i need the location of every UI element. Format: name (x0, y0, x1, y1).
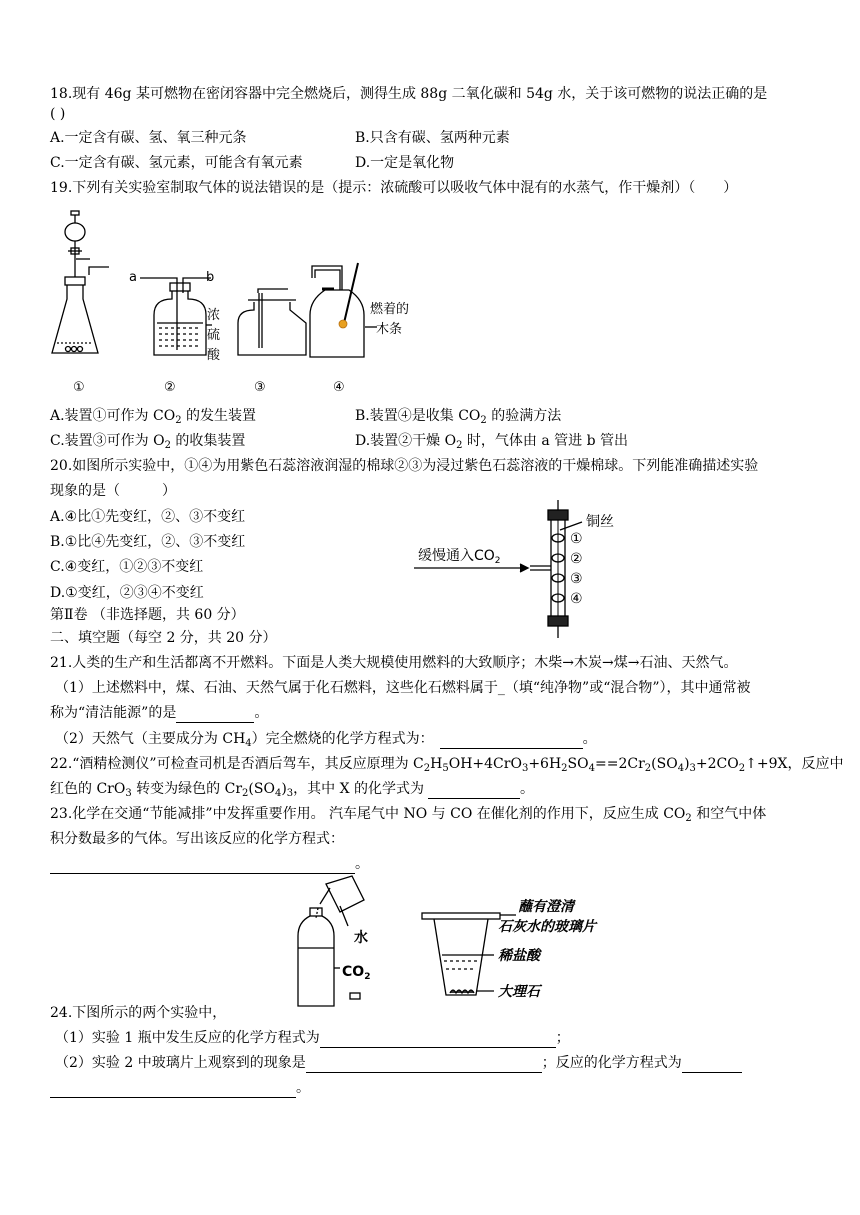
q20-tube-figure (410, 498, 640, 643)
q18-option-d: D.一定是氧化物 (355, 155, 455, 171)
q21-part2: （2）天然气（主要成分为 $CH_4$）完全燃烧的化学方程式为： 。 (55, 731, 597, 749)
q20-stem-line1: 20.如图所示实验中，①④为用紫色石蕊溶液润湿的棉球②③为浸过紫色石蕊溶液的干燥棉球。下列能准确描述实验 (50, 458, 759, 474)
q24-part2-cont: 。 (50, 1078, 310, 1098)
q19-apparatus-figure (40, 205, 460, 400)
q20-option-a: A.④比①先变红，②、③不变红 (50, 509, 246, 525)
q24-answer-blank1[interactable] (320, 1031, 556, 1048)
q24-stem: 24.下图所示的两个实验中， (50, 1005, 227, 1021)
q19-apparatus-4: ④ (333, 380, 345, 395)
q24-glass-label1: 蘸有澄清 (518, 899, 574, 915)
q19-acid-char3: 酸 (207, 348, 221, 363)
q20-option-b: B.①比④先变红，②、③不变红 (50, 534, 246, 550)
q19-stick-label1: 燃着的 (370, 302, 410, 317)
q24-answer-blank2[interactable] (306, 1056, 542, 1073)
q19-option-b: B.装置④是收集 $CO_2$ 的验满方法 (355, 408, 562, 426)
q20-ball-2: ② (570, 551, 583, 567)
q24-acid-label: 稀盐酸 (498, 948, 540, 964)
q20-stem-line2: 现象的是（ ） (50, 483, 176, 499)
q23-line2: 积分数最多的气体。写出该反应的化学方程式： (50, 831, 344, 847)
q19-option-d: D.装置②干燥 $O_2$ 时，气体由 a 管进 b 管出 (355, 433, 629, 451)
q18-option-a: A.一定含有碳、氢、氧三种元条 (50, 130, 247, 146)
q23-answer-blank[interactable] (50, 857, 355, 874)
part2-title: 第Ⅱ卷 （非选择题，共 60 分） (50, 607, 245, 623)
q21-stem: 21.人类的生产和生活都离不开燃料。下面是人类大规模使用燃料的大致顺序；木柴→木炭→煤→石油、天然气。 (50, 655, 738, 671)
q19-apparatus-1: ① (73, 380, 85, 395)
q20-ball-1: ① (570, 531, 583, 547)
q19-option-c: C.装置③可作为 $O_2$ 的收集装置 (50, 433, 246, 451)
q22-answer-blank[interactable] (428, 782, 520, 799)
q19-acid-char1: 浓 (207, 308, 221, 323)
q21-part1-line1: （1）上述燃料中，煤、石油、天然气属于化石燃料，这些化石燃料属于_（填“纯净物”或“混合物”），其中通常被 (55, 680, 751, 696)
q24-glass-label2: 石灰水的玻璃片 (498, 919, 596, 935)
q19-acid-char2: 硫 (207, 328, 221, 343)
q19-stick-label2: 木条 (376, 322, 403, 337)
q22-line2: 红色的 CrO$_3$ 转变为绿色的 $Cr_2(SO_4)_3$，其中 X 的化学式为 。 (50, 781, 535, 799)
q19-option-a: A.装置①可作为 $CO_2$ 的发生装置 (50, 408, 257, 426)
q20-wire-label: 铜丝 (586, 514, 614, 530)
q21-part1-line2: 称为“清洁能源”的是 。 (50, 705, 269, 721)
q19-label-a: a (129, 270, 137, 285)
q24-co2-label: $CO_2$ (342, 964, 371, 982)
q18-paren: ( ) (50, 106, 66, 122)
q24-experiment2-figure (420, 895, 640, 1010)
q18-option-b: B.只含有碳、氢两种元素 (355, 130, 510, 146)
q22-line1: 22.“酒精检测仪”可检查司机是否酒后驾车，其反应原理为 $C_2H_5OH+4CrO_3+6H_2SO_4==2Cr_2(SO_4)_3+2CO_2↑+9X$，反应中 (50, 756, 844, 774)
section2-title: 二、填空题（每空 2 分，共 20 分） (50, 630, 277, 646)
q24-marble-label: 大理石 (498, 984, 540, 1000)
q24-water-label: 水 (354, 930, 368, 946)
q19-apparatus-3: ③ (254, 380, 266, 395)
q18-option-c: C.一定含有碳、氢元素，可能含有氧元素 (50, 155, 303, 171)
q20-option-d: D.①变红，②③④不变红 (50, 585, 204, 601)
q24-answer-blank3-cont[interactable] (50, 1081, 296, 1098)
q24-part2: （2）实验 2 中玻璃片上观察到的现象是 ；反应的化学方程式为 (55, 1053, 742, 1073)
q19-stem: 19.下列有关实验室制取气体的说法错误的是（提示：浓硫酸可以吸收气体中混有的水蒸气，作干燥剂）（ ） (50, 180, 738, 196)
q23-line3: 。 (50, 854, 369, 874)
q24-experiment1-figure (292, 878, 402, 1013)
q18-stem: 18.现有 46g 某可燃物在密闭容器中完全燃烧后，测得生成 88g 二氧化碳和 54g 水，关于该可燃物的说法正确的是 (50, 86, 768, 102)
q21-answer-blank2[interactable] (440, 732, 583, 749)
q20-inlet-label: 缓慢通入$CO_2$ (418, 548, 501, 566)
q24-answer-blank3[interactable] (682, 1056, 742, 1073)
q20-ball-3: ③ (570, 571, 583, 587)
q20-option-c: C.④变红，①②③不变红 (50, 559, 204, 575)
q23-line1: 23.化学在交通“节能减排”中发挥重要作用。 汽车尾气中 NO 与 CO 在催化剂的作用下，反应生成 $CO_2$ 和空气中体 (50, 806, 767, 824)
q19-label-b: b (206, 270, 215, 285)
q19-apparatus-2: ② (164, 380, 176, 395)
q20-ball-4: ④ (570, 591, 583, 607)
q24-part1: （1）实验 1 瓶中发生反应的化学方程式为 ； (55, 1030, 570, 1046)
q21-answer-blank1[interactable] (176, 706, 254, 723)
